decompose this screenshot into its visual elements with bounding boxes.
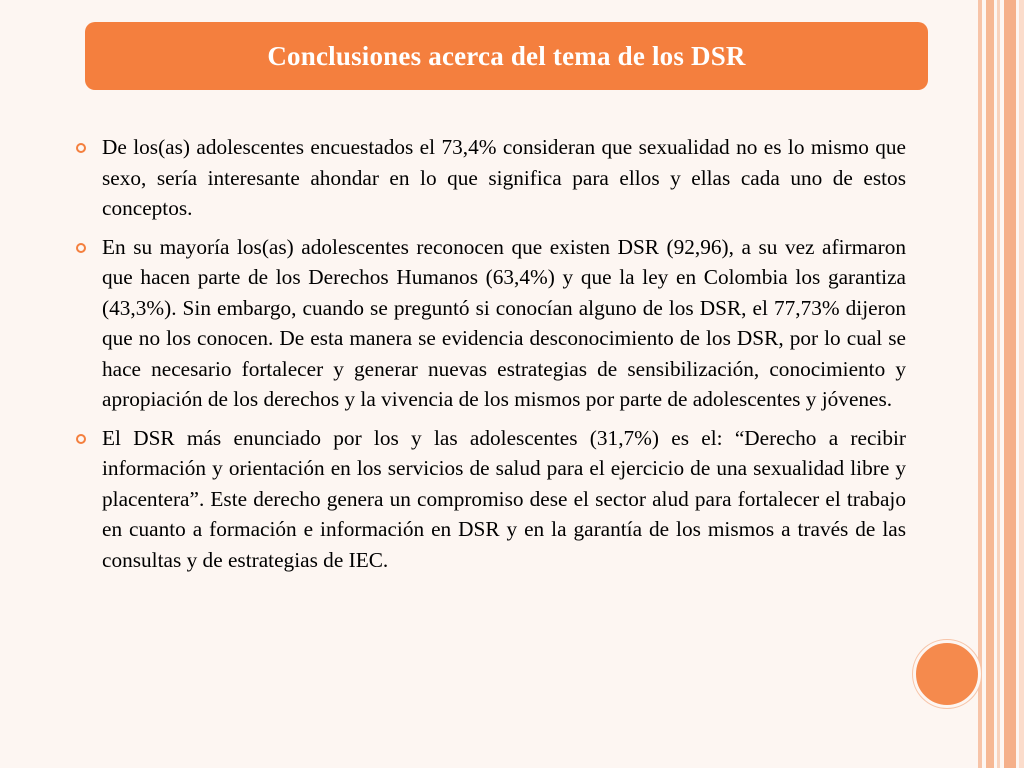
- bullet-item: [72, 132, 906, 224]
- bullet-item: [72, 232, 906, 415]
- slide-title: Conclusiones acerca del tema de los DSR: [267, 40, 746, 71]
- bullet-list: [72, 132, 906, 583]
- decorative-stripe: [1004, 0, 1016, 768]
- decorative-stripe: [978, 0, 982, 768]
- circle-bullet-icon: [76, 434, 86, 444]
- decorative-circle: [913, 640, 981, 708]
- decorative-stripe: [1019, 0, 1024, 768]
- bullet-text: En su mayoría los(as) adolescentes reconocen que existen DSR (92,96), a su vez afirmaron que hacen parte de los Derechos Humanos (63,4%) y que la ley en Colombia los garantiza (43,3%). Sin embargo, cuando se preguntó si conocían alguno de los DSR, el 77,73% dijeron que no los conocen. De esta manera se evidencia desconocimiento de los DSR, por lo cual se hace necesario fortalecer y generar nuevas estrategias de sensibilización, conocimiento y apropiación de los derechos y la vivencia de los mismos por parte de adolescentes y jóvenes.: [102, 234, 906, 411]
- decorative-stripe: [997, 0, 1000, 768]
- bullet-text: De los(as) adolescentes encuestados el 73,4% consideran que sexualidad no es lo mismo que sexo, sería interesante ahondar en lo que significa para ellos y ellas cada uno de estos conceptos.: [102, 135, 906, 220]
- decorative-stripe: [986, 0, 994, 768]
- bullet-item: [72, 423, 906, 576]
- circle-bullet-icon: [76, 143, 86, 153]
- title-bar: [85, 22, 928, 90]
- bullet-text: El DSR más enunciado por los y las adolescentes (31,7%) es el: “Derecho a recibir información y orientación en los servicios de salud para el ejercicio de una sexualidad libre y placentera”. Este derecho genera un compromiso dese el sector alud para fortalecer el trabajo en cuanto a formación e información en DSR y en la garantía de los mismos a través de las consultas y de estrategias de IEC.: [102, 425, 906, 572]
- circle-bullet-icon: [76, 243, 86, 253]
